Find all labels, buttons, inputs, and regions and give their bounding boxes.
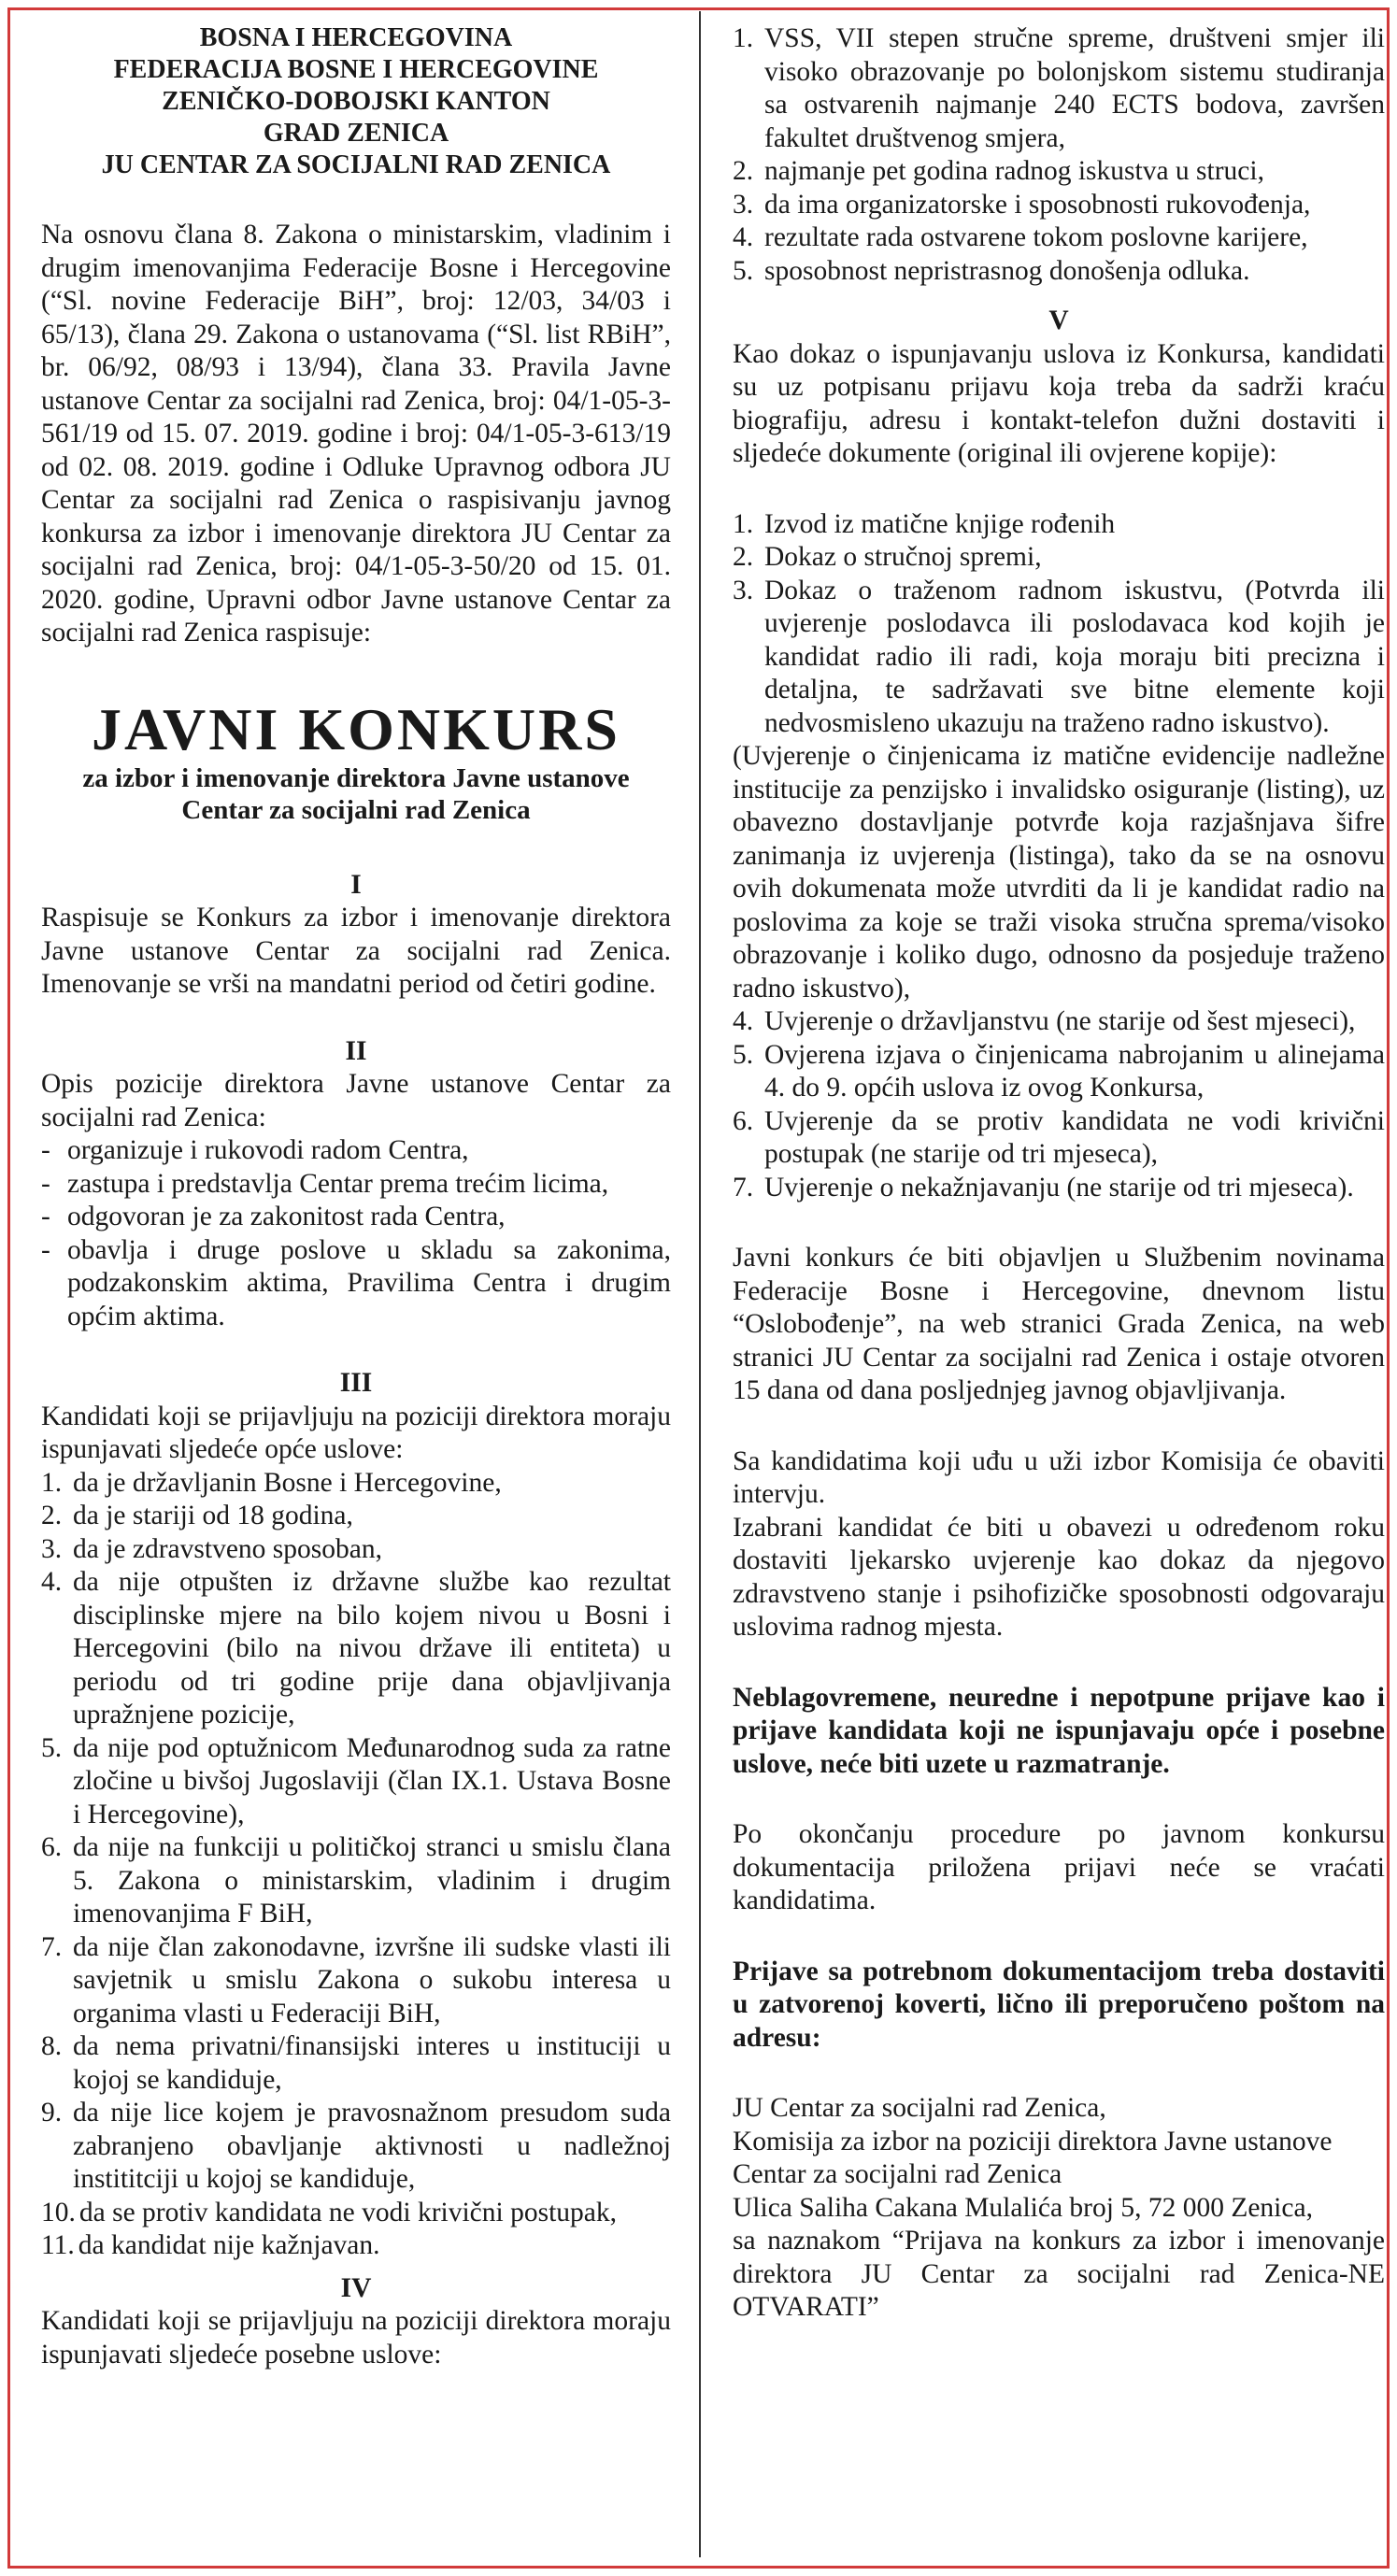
section-heading-3: III — [339, 1368, 373, 1398]
section-heading-4: IV — [340, 2272, 372, 2303]
list-item: 5. Ovjerena izjava o činjenicama nabrojanim u alinejama 4. do 9. općih uslova iz ovog Konkursa, — [733, 1039, 1385, 1103]
list-item: 3. Dokaz o traženom radnom iskustvu, (Potvrda ili uvjerenje poslodavca ili poslodavaca kod kojih je kandidat radio ili radi, koja moraju biti precizna i detaljna, te sadržavati sve bitne elemente koji nedvosmisleno ukazuju na traženo radno iskustvo). — [733, 575, 1385, 738]
list-item: - organizuje i rukovodi radom Centra, — [41, 1135, 469, 1165]
list-item: 6. Uvjerenje da se protiv kandidata ne vodi krivični postupak (ne starije od tri mjeseca), — [733, 1105, 1385, 1169]
address-line: Komisija za izbor na poziciji direktora Javne ustanove Centar za socijalni rad Zenica — [733, 2126, 1333, 2189]
list-item: 3. da je zdravstveno sposoban, — [41, 1533, 382, 1564]
list-item: 5. sposobnost nepristrasnog donošenja odluka. — [733, 255, 1250, 286]
section-5-text: Kao dokaz o ispunjavanju uslova iz Konkursa, kandidati su uz potpisanu prijavu koja treba da sadrži kraću biografiju, adresu i kontakt-telefon dužni dostaviti i sljedeće dokumente (original ili ovjerene kopije): — [733, 338, 1385, 468]
address-line: Ulica Saliha Cakana Mulalića broj 5, 72 000 Zenica, — [733, 2192, 1313, 2223]
section-2-text: Opis pozicije direktora Javne ustanove Centar za socijalni rad Zenica: — [41, 1069, 671, 1132]
publication-paragraph: Javni konkurs će biti objavljen u Službenim novinama Federacije Bosne i Hercegovine, dnevnom listu “Oslobođenje”, na web stranici Grada Zenica, na web stranici JU Centar za socijalni rad Zenica i ostaje otvoren 15 dana od dana posljednjeg javnog objavljivanja. — [733, 1243, 1385, 1405]
required-documents-list — [733, 508, 1385, 741]
header-country: BOSNA I HERCEGOVINA — [199, 23, 513, 52]
special-conditions-list — [733, 22, 1385, 288]
right-column — [733, 22, 1385, 2325]
list-item: 7. da nije član zakonodavne, izvršne ili sudske vlasti ili savjetnik u smislu Zakona o sukobu interesa u organima vlasti u Federaciji BiH, — [41, 1931, 671, 2028]
page-subtitle: za izbor i imenovanje direktora Javne ustanove Centar za socijalni rad Zenica — [82, 762, 630, 825]
header-institution: JU CENTAR ZA SOCIJALNI RAD ZENICA — [101, 150, 611, 179]
header-federation: FEDERACIJA BOSNE I HERCEGOVINE — [113, 55, 599, 84]
mailing-address — [733, 2092, 1385, 2325]
submission-paragraph: Prijave sa potrebnom dokumentacijom treba dostaviti u zatvorenoj koverti, lično ili preporučeno poštom na adresu: — [733, 1956, 1385, 2053]
address-line: sa naznakom “Prijava na konkurs za izbor i imenovanje direktora JU Centar za socijalni rad Zenica-NE OTVARATI” — [733, 2226, 1385, 2322]
list-item: 1. Izvod iz matične knjige rođenih — [733, 508, 1116, 539]
return-note-paragraph: Po okončanju procedure po javnom konkursu dokumentacija priložena prijavi neće se vraćati kandidatima. — [733, 1819, 1385, 1915]
section-heading-2: II — [345, 1035, 367, 1066]
list-item: 4. rezultate rada ostvarene tokom poslovne karijere, — [733, 222, 1308, 252]
section-3-text: Kandidati koji se prijavljuju na poziciji direktora moraju ispunjavati sljedeće opće uslove: — [41, 1401, 671, 1464]
list-item: 10. da se protiv kandidata ne vodi krivični postupak, — [41, 2197, 617, 2227]
list-item: 2. najmanje pet godina radnog iskustva u struci, — [733, 156, 1264, 186]
list-item: 11. da kandidat nije kažnjavan. — [41, 2230, 380, 2260]
section-1-text: Raspisuje se Konkurs za izbor i imenovanje direktora Javne ustanove Centar za socijalni rad Zenica. Imenovanje se vrši na mandatni period od četiri godine. — [41, 903, 671, 999]
page-title: JAVNI KONKURS — [92, 695, 620, 762]
list-item: 2. Dokaz o stručnoj spremi, — [733, 542, 1042, 572]
required-documents-list-continued — [733, 1005, 1385, 1204]
header-canton: ZENIČKO-DOBOJSKI KANTON — [162, 87, 550, 116]
listing-note: (Uvjerenje o činjenicama iz matične evidencije nadležne institucije za penzijsko i invalidsko osiguranje (listing), uz obavezno dostavljanje potvrđe koja razjašnjava šifre zanimanja iz uvjerenja (listinga), tako da se na osnovu ovih dokumenata može utvrditi da li je kandidat radio na poslovima za koje se traži visoka stručna sprema/visoko obrazovanje i koliko dugo, odnosno da posjeduje traženo radno iskustvo), — [733, 741, 1385, 1003]
warning-paragraph: Neblagovremene, neuredne i nepotpune prijave kao i prijave kandidata koji ne ispunjavaju opće i posebne uslove, neće biti uzete u razmatranje. — [733, 1682, 1385, 1779]
section-heading-5: V — [1048, 306, 1069, 335]
list-item: 1. da je državljanin Bosne i Hercegovine, — [41, 1467, 502, 1498]
list-item: - odgovoran je za zakonitost rada Centra, — [41, 1202, 506, 1231]
list-item: 4. Uvjerenje o državljanstvu (ne starije od šest mjeseci), — [733, 1006, 1356, 1036]
list-item: 6. da nije na funkciji u političkoj stranci u smislu člana 5. Zakona o ministarskim, vladinim i drugim imenovanjima F BiH, — [41, 1832, 671, 1928]
header-city: GRAD ZENICA — [263, 119, 449, 148]
section-4-text: Kandidati koji se prijavljuju na poziciji direktora moraju ispunjavati sljedeće posebne uslove: — [41, 2306, 671, 2370]
position-duties-list — [41, 1134, 671, 1333]
left-column — [41, 22, 671, 2371]
list-item: - zastupa i predstavlja Centar prema trećim licima, — [41, 1168, 609, 1199]
address-line: JU Centar za socijalni rad Zenica, — [733, 2093, 1106, 2123]
list-item: 5. da nije pod optužnicom Međunarodnog suda za ratne zločine u bivšoj Jugoslaviji (član IX.1. Ustava Bosne i Hercegovine), — [41, 1732, 671, 1829]
list-item: - obavlja i druge poslove u skladu sa zakonima, podzakonskim aktima, Pravilima Centra i drugim općim aktima. — [41, 1234, 671, 1331]
column-divider — [699, 11, 701, 2557]
general-conditions-list — [41, 1467, 671, 2263]
list-item: 2. da je stariji od 18 godina, — [41, 1501, 353, 1530]
list-item: 9. da nije lice kojem je pravosnažnom presudom suda zabranjeno obavljanje aktivnosti u nadležnoj instititciji u kojoj se kandiduje, — [41, 2098, 671, 2194]
list-item: 7. Uvjerenje o nekažnjavanju (ne starije od tri mjeseca). — [733, 1172, 1354, 1203]
list-item: 4. da nije otpušten iz državne službe kao rezultat disciplinske mjere na bilo kojem nivou u Bosni i Hercegovini (bilo na nivou države ili entiteta) u periodu od tri godine prije dana objavljivanja upražnjene pozicije, — [41, 1567, 671, 1729]
medical-paragraph: Izabrani kandidat će biti u obavezi u određenom roku dostaviti ljekarsko uvjerenje kao dokaz da njegovo zdravstveno stanje i psihofizičke sposobnosti odgovaraju uslovima radnog mjesta. — [733, 1512, 1385, 1642]
intro-paragraph: Na osnovu člana 8. Zakona o ministarskim, vladinim i drugim imenovanjima Federacije Bosne i Hercegovine (“Sl. novine Federacije BiH”, broj: 12/03, 34/03 i 65/13), člana 29. Zakona o ustanovama (“Sl. list RBiH”, br. 06/92, 08/93 i 13/94), člana 33. Pravila Javne ustanove Centar za socijalni rad Zenica, broj: 04/1-05-3-561/19 od 15. 07. 2019. godine i broj: 04/1-05-3-613/19 od 02. 08. 2019. godine i Odluke Upravnog odbora JU Centar za socijalni rad Zenica o raspisivanju javnog konkursa za izbor i imenovanje direktora JU Centar za socijalni rad Zenica, broj: 04/1-05-3-50/20 od 15. 01. 2020. godine, Upravni odbor Javne ustanove Centar za socijalni rad Zenica raspisuje: — [41, 220, 671, 648]
interview-paragraph: Sa kandidatima koji uđu u uži izbor Komisija će obaviti intervju. — [733, 1445, 1385, 1509]
list-item: 8. da nema privatni/finansijski interes u instituciji u kojoj se kandiduje, — [41, 2031, 671, 2095]
institution-header — [41, 22, 671, 181]
list-item: 1. VSS, VII stepen stručne spreme, društveni smjer ili visoko obrazovanje po bolonjskom sistemu studiranja sa ostvarenih najmanje 240 ECTS bodova, završen fakultet društvenog smjera, — [733, 23, 1385, 153]
list-item: 3. da ima organizatorske i sposobnosti rukovođenja, — [733, 189, 1311, 220]
section-heading-1: I — [350, 869, 362, 900]
